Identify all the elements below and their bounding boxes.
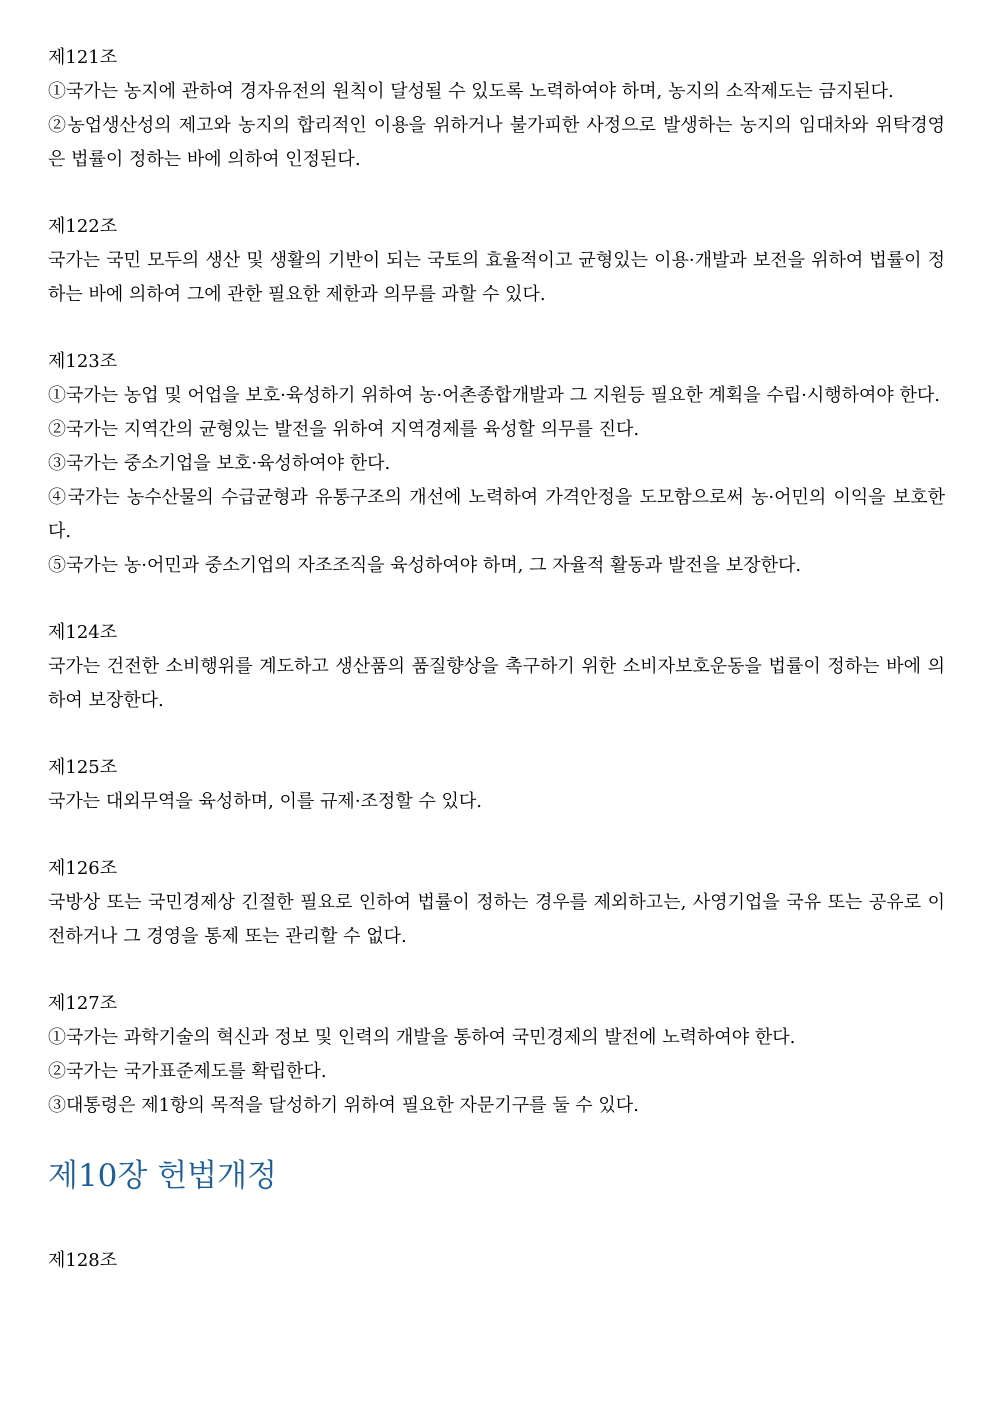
article-paragraph: 국가는 국민 모두의 생산 및 생활의 기반이 되는 국토의 효율적이고 균형있는 이용·개발과 보전을 위하여 법률이 정하는 바에 의하여 그에 관한 필요한 제한과 의무를 과할 수 있다.: [48, 250, 945, 305]
article-paragraph: ①국가는 농지에 관하여 경자유전의 원칙이 달성될 수 있도록 노력하여야 하며, 농지의 소작제도는 금지된다.: [48, 81, 894, 102]
article-title: 제124조: [48, 622, 118, 643]
article: [48, 751, 945, 819]
article-title: 제122조: [48, 216, 118, 237]
article-title: 제127조: [48, 993, 118, 1014]
article-paragraph: ②국가는 지역간의 균형있는 발전을 위하여 지역경제를 육성할 의무를 진다.: [48, 419, 640, 440]
article-paragraph: 국방상 또는 국민경제상 긴절한 필요로 인하여 법률이 정하는 경우를 제외하고는, 사영기업을 국유 또는 공유로 이전하거나 그 경영을 통제 또는 관리할 수 없다.: [48, 892, 945, 947]
articles-section: [48, 41, 945, 1123]
article-paragraph: ②국가는 국가표준제도를 확립한다.: [48, 1061, 327, 1082]
article-title: 제125조: [48, 757, 118, 778]
articles-section-next: [48, 1244, 945, 1278]
article-paragraph: ③대통령은 제1항의 목적을 달성하기 위하여 필요한 자문기구를 둘 수 있다.: [48, 1095, 639, 1116]
article-title: 제123조: [48, 351, 118, 372]
article: [48, 852, 945, 954]
article: [48, 41, 945, 177]
article-paragraph: ④국가는 농수산물의 수급균형과 유통구조의 개선에 노력하여 가격안정을 도모함으로써 농·어민의 이익을 보호한다.: [48, 487, 945, 542]
article-paragraph: ⑤국가는 농·어민과 중소기업의 자조조직을 육성하여야 하며, 그 자율적 활동과 발전을 보장한다.: [48, 555, 802, 576]
article: [48, 616, 945, 718]
article-paragraph: ③국가는 중소기업을 보호·육성하여야 한다.: [48, 453, 391, 474]
chapter-heading: 제10장 헌법개정: [48, 1158, 277, 1194]
article-paragraph: 국가는 건전한 소비행위를 계도하고 생산품의 품질향상을 촉구하기 위한 소비자보호운동을 법률이 정하는 바에 의하여 보장한다.: [48, 656, 945, 711]
article: [48, 345, 945, 583]
article-paragraph: ①국가는 농업 및 어업을 보호·육성하기 위하여 농·어촌종합개발과 그 지원등 필요한 계획을 수립·시행하여야 한다.: [48, 385, 941, 406]
article: [48, 1244, 945, 1278]
article-title: 제126조: [48, 858, 118, 879]
article-paragraph: ②농업생산성의 제고와 농지의 합리적인 이용을 위하거나 불가피한 사정으로 발생하는 농지의 임대차와 위탁경영은 법률이 정하는 바에 의하여 인정된다.: [48, 115, 945, 170]
article: [48, 987, 945, 1123]
article-title: 제121조: [48, 47, 118, 68]
article-title: 제128조: [48, 1250, 118, 1271]
article-paragraph: 국가는 대외무역을 육성하며, 이를 규제·조정할 수 있다.: [48, 791, 483, 812]
article-paragraph: ①국가는 과학기술의 혁신과 정보 및 인력의 개발을 통하여 국민경제의 발전에 노력하여야 한다.: [48, 1027, 796, 1048]
article: [48, 210, 945, 312]
